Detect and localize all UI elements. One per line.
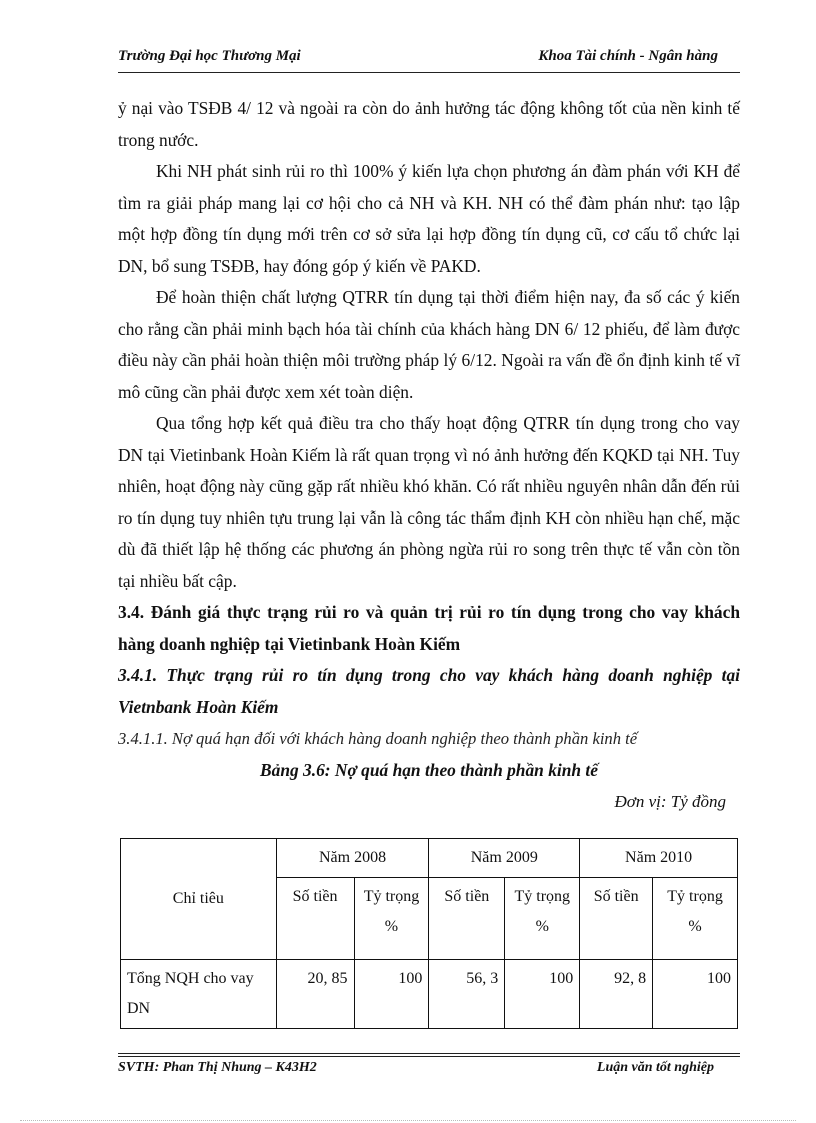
footer-divider-bottom (118, 1056, 740, 1057)
page-header (118, 48, 718, 70)
header-indicator: Chỉ tiêu (121, 839, 277, 960)
header-year-2008: Năm 2008 (276, 839, 429, 878)
subheader-amount-2009: Số tiền (429, 878, 505, 960)
paragraph-2: Khi NH phát sinh rủi ro thì 100% ý kiến lựa chọn phương án đàm phán với KH để tìm ra giải pháp mang lại cơ hội cho cả NH và KH. NH có thể đàm phán như: tạo lập một hợp đồng tín dụng mới trên cơ sở sửa lại hợp đồng tín dụng cũ, cơ cấu tổ chức lại DN, bổ sung TSĐB, hay đóng góp ý kiến về PAKD. (118, 161, 740, 276)
debt-table (120, 838, 738, 1029)
amount-2009: 56, 3 (429, 960, 505, 1029)
header-divider (118, 72, 740, 73)
row-label: Tổng NQH cho vay DN (121, 960, 277, 1029)
share-2009: 100 (505, 960, 580, 1029)
share-2010: 100 (653, 960, 738, 1029)
page-edge-divider (20, 1120, 796, 1121)
amount-2008: 20, 85 (276, 960, 354, 1029)
footer-thesis: Luận văn tốt nghiệp (596, 1060, 714, 1075)
subheader-amount-2010: Số tiền (580, 878, 653, 960)
header-year-2009: Năm 2009 (429, 839, 580, 878)
paragraph-1: ỷ nại vào TSĐB 4/ 12 và ngoài ra còn do ảnh hưởng tác động không tốt của nền kinh tế trong nước. (118, 98, 740, 150)
table-header-row (121, 839, 738, 878)
header-year-2010: Năm 2010 (580, 839, 738, 878)
subsubsection-heading: 3.4.1.1. Nợ quá hạn đối với khách hàng doanh nghiệp theo thành phần kinh tế (118, 729, 638, 748)
table-row (121, 960, 738, 1029)
page-body (118, 93, 740, 818)
header-faculty: Khoa Tài chính - Ngân hàng (538, 48, 718, 64)
subsection-heading: 3.4.1. Thực trạng rủi ro tín dụng trong cho vay khách hàng doanh nghiệp tại Vietnbank Hoàn Kiếm (118, 665, 740, 717)
page-footer (118, 1060, 714, 1082)
amount-2010: 92, 8 (580, 960, 653, 1029)
table-unit: Đơn vị: Tỷ đồng (614, 792, 726, 811)
subheader-share-2008: Tỷ trọng % (354, 878, 429, 960)
footer-student: SVTH: Phan Thị Nhung – K43H2 (118, 1060, 317, 1075)
table-caption: Bảng 3.6: Nợ quá hạn theo thành phần kinh tế (260, 759, 598, 780)
subheader-share-2010: Tỷ trọng % (653, 878, 738, 960)
paragraph-3: Để hoàn thiện chất lượng QTRR tín dụng tại thời điểm hiện nay, đa số các ý kiến cho rằng cần phải minh bạch hóa tài chính của khách hàng DN 6/ 12 phiếu, để làm được điều này cần phải hoàn thiện môi trường pháp lý 6/12. Ngoài ra vấn đề ổn định kinh tế vĩ mô cũng cần phải được xem xét toàn diện. (118, 287, 740, 402)
subheader-amount-2008: Số tiền (276, 878, 354, 960)
header-school: Trường Đại học Thương Mại (118, 48, 301, 64)
footer-divider-top (118, 1053, 740, 1054)
subheader-share-2009: Tỷ trọng % (505, 878, 580, 960)
paragraph-4: Qua tổng hợp kết quả điều tra cho thấy hoạt động QTRR tín dụng trong cho vay DN tại Vietinbank Hoàn Kiếm là rất quan trọng vì nó ảnh hưởng đến KQKD tại NH. Tuy nhiên, hoạt động này cũng gặp rất nhiều khó khăn. Có rất nhiều nguyên nhân dẫn đến rủi ro tín dụng tuy nhiên tựu trung lại vẫn là công tác thẩm định KH còn nhiều hạn chế, mặc dù đã thiết lập hệ thống các phương án phòng ngừa rủi ro song trên thực tế vẫn còn tồn tại nhiều bất cập. (118, 413, 740, 591)
share-2008: 100 (354, 960, 429, 1029)
section-heading: 3.4. Đánh giá thực trạng rủi ro và quản trị rủi ro tín dụng trong cho vay khách hàng doanh nghiệp tại Vietinbank Hoàn Kiếm (118, 602, 740, 654)
